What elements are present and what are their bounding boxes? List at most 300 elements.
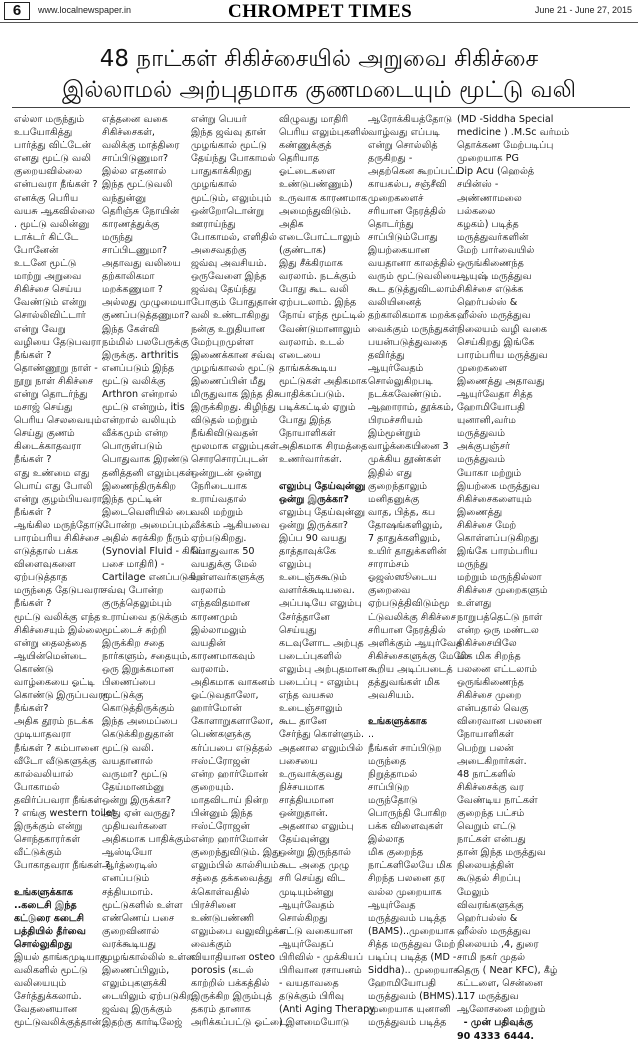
article-line: மூட்டுகள் அதிகமாக: [279, 375, 368, 387]
article-line: காயகல்ப, சஞ்சீவி: [368, 179, 447, 191]
article-line: வேண்டிய நாட்கள்: [457, 794, 538, 806]
article-line: உள்ளவர்களுக்கு: [191, 572, 265, 584]
article-line: ஏற்படலாம். இந்த: [279, 297, 357, 309]
article-line: முறையாக PG: [457, 153, 519, 165]
article-line: Arthron என்றால்: [102, 388, 178, 400]
article-line: குறைந்தாலும்: [368, 480, 428, 492]
article-line: க்கொள்வதில்: [191, 886, 250, 898]
article-line: குறைவை: [368, 585, 411, 597]
article-line: போது கூட வலி: [279, 284, 349, 296]
article-line: வைக்கும் மருந்துகள்: [368, 323, 458, 335]
article-line: மூட்டு என்றும், itis: [102, 402, 185, 414]
article-line: என்று தொடர்ந்து: [14, 388, 88, 400]
article-line: மூட்டைச் சுற்றி: [102, 624, 167, 636]
article-line: அரிக்கப்பட்டு ஓட்டை: [191, 1017, 287, 1029]
subheading-line: சொல்லுகிறது: [14, 938, 73, 950]
article-line: இருக்கிற இரும்புத்: [191, 991, 273, 1003]
article-line: இந்த அமைப்பை: [102, 716, 178, 728]
article-line: கூட தடுத்துவிடலாம்.: [368, 284, 460, 296]
article-line: இந்த ஜவ்வு தான்: [191, 127, 266, 139]
article-line: அதிக தூரம் நடக்க: [14, 716, 94, 728]
subheading-line: உங்களுக்காக: [368, 716, 428, 728]
article-line: ஒன்று இருக்கா?: [279, 519, 349, 531]
article-line: ஆஸ்டியோ: [102, 847, 153, 859]
article-line: உண்டுபண்ணும்): [279, 179, 353, 191]
article-line: ஆயுர்வேதா சித்த: [457, 388, 533, 400]
article-line: கடவுளோட அற்புத: [279, 637, 364, 649]
article-line: தற்காலிகமா: [102, 271, 155, 283]
article-line: இணைக்கான சவ்வு: [191, 349, 275, 361]
article-line: நாறுபத்தெட்டு நாள்: [457, 611, 543, 623]
article-line: உடைஞ்சுகூடும்: [279, 572, 347, 584]
article-line: கால்வலியால்: [14, 768, 74, 780]
article-line: செய்து குணம்: [14, 428, 75, 440]
article-line: மருத்துவம்: [457, 428, 506, 440]
article-line: எலும்பு தேய்வுன்னு: [279, 506, 366, 518]
article-line: தான் இந்த மருத்துவ: [457, 847, 546, 859]
article-line: வலிகளில் மூட்டு: [14, 965, 88, 977]
article-line: மனிதனுக்கு: [368, 493, 420, 505]
article-line: வழியை தேடுபவரா: [14, 336, 101, 348]
article-line: வியாதியான osteo: [191, 952, 276, 963]
subheading-line: உங்களுக்காக: [14, 886, 74, 898]
article-line: அதில் சுரக்கிற நீரும்: [102, 533, 190, 544]
article-line: வேண்டும் என்று: [14, 297, 87, 309]
article-line: காரணமும்: [191, 611, 238, 623]
article-line: ஏற்படுகிறது.: [191, 533, 247, 544]
article-line: மருந்தை: [368, 755, 407, 767]
article-line: போகும் போதுதான்: [191, 297, 278, 309]
article-line: நேரிடையாக: [191, 480, 247, 492]
issue-date: June 21 - June 27, 2015: [534, 5, 632, 15]
article-line: செய்கிறது இங்கே: [457, 336, 535, 348]
article-line: உபயோகித்து: [14, 127, 73, 139]
article-line: யோகா மற்றும்: [457, 467, 522, 479]
article-line: வீக்கம் ஆகியவை: [191, 519, 270, 531]
article-line: மூட்டுவலிக்குத்தான்: [14, 1017, 102, 1029]
article-line: பக்க விளைவுகள்: [368, 821, 444, 833]
article-line: யுனானி,வர்ம: [457, 415, 516, 427]
article-line: குறைந்துவிடும். இது: [191, 847, 281, 859]
article-column-1: [14, 113, 116, 1029]
article-line: நோயாளிகள்: [279, 428, 336, 440]
article-line: பொருள்படும்: [102, 441, 163, 453]
article-line: நிலையம் வழி வகை: [457, 323, 548, 335]
masthead: CHROMPET TIMES: [228, 1, 413, 22]
article-line: சிகிச்சை செய்ய: [14, 284, 82, 296]
article-line: பயன்படுத்துவதை: [368, 336, 448, 348]
article-line: நோய் எந்த மூட்டில்: [279, 310, 366, 322]
subheading-line: எலும்பு தேய்வுன்னு: [279, 480, 366, 492]
article-line: இணைப்பின் மீது: [191, 375, 266, 387]
article-line: இல்லாத: [368, 834, 405, 846]
article-line: தேய்வுன்னு: [279, 834, 330, 846]
article-line: கழகம்) படித்த: [457, 218, 519, 230]
article-line: படைப்பு - எலும்பு: [279, 677, 359, 689]
article-line: தருகிறது -: [368, 153, 413, 165]
article-line: எலும்பில் கால்சியம்: [191, 860, 279, 872]
article-line: எலும்புகளுக்கி: [102, 978, 167, 990]
article-line: தேய்மானம்னு: [102, 781, 165, 793]
article-line: மூட்டு வலிக்கு எந்த: [14, 611, 101, 623]
article-line: ஒன்றுதான்.: [279, 807, 328, 819]
article-line: பிரிவில் - முக்கியப்: [279, 952, 364, 963]
article-line: அளிக்கும் ஆயுர்வேத: [368, 637, 463, 649]
article-line: அதிக: [279, 218, 304, 230]
article-line: சவ்வு போன்ற: [102, 585, 164, 597]
article-line: ஏற்படுத்திவிடும்மூ: [368, 598, 450, 610]
article-line: நன்கு உறுதியான: [191, 323, 266, 335]
article-line: தத்துவங்கள் மிக: [368, 677, 440, 689]
article-line: விழுவது மாதிரி: [279, 114, 349, 125]
article-line: குருத்தெலும்பும்: [102, 598, 172, 610]
article-line: ஓஜஸ்ஸூடைய: [368, 572, 437, 584]
headline-line-2: இல்லாமல் அற்புதமாக குணமடையும் மூட்டு வலி: [61, 77, 577, 103]
article-line: தொக்கண மேற்படிப்பு: [457, 140, 554, 152]
article-line: பசையை: [279, 755, 318, 767]
article-line: சிகிச்சை முறை: [457, 690, 522, 702]
website-url[interactable]: www.localnewspaper.in: [38, 5, 132, 15]
article-line: தொடர்ந்து: [368, 218, 414, 230]
article-line: மிருதுவாக இந்த திசு: [191, 388, 280, 400]
article-line: ட்டுவலிக்கு சிகிச்சை: [368, 611, 456, 623]
article-line: இங்கே பாரம்பரிய: [457, 546, 538, 558]
article-line: இதற்கு கார்டிலேஜ்: [102, 1017, 183, 1029]
article-line: சொல்லுகிறபடி: [368, 375, 433, 387]
article-line: இல்ல எதனால்: [102, 166, 167, 178]
article-line: (MD -Siddha Special: [457, 114, 554, 125]
article-line: உணர்வார்கள்.: [279, 454, 342, 466]
article-line: குணப்படுத்தணுமா?: [102, 310, 190, 322]
article-line: இது சீக்கிரமாக: [279, 258, 343, 270]
article-line: சித்த மருத்துவ மேற்: [368, 938, 456, 950]
page-number: 6: [4, 2, 30, 20]
article-line: சரி செய்து விட: [279, 873, 346, 885]
article-line: பொதுவாக இரண்டு: [102, 454, 189, 466]
article-line: அது ஏன் வருது?: [102, 807, 176, 819]
article-line: போகாமல்: [14, 781, 60, 793]
article-line: வலிக்கு மாத்திரை: [102, 140, 180, 152]
article-line: இப்ப 90 வயது: [279, 533, 347, 544]
article-line: விளைவுகளை: [14, 559, 76, 571]
article-line: வரலாம். உடல்: [279, 336, 345, 348]
article-line: முறைகளை: [457, 362, 508, 374]
article-line: வயசு ஆகவில்லை: [14, 205, 95, 217]
article-line: விடுதல் மற்றும்: [191, 415, 258, 427]
article-line: பாதுகாக்கிறது: [191, 166, 252, 178]
article-column-5: [368, 113, 469, 1029]
article-line: வரலாம்.: [191, 663, 229, 675]
article-line: பெரிய செலவையும்: [14, 415, 102, 427]
article-line: பாதிக்கப்படும்.: [279, 388, 345, 400]
page-header: [0, 0, 638, 23]
article-line: பிரிவான ரசாயனம்: [279, 965, 362, 977]
article-line: எலும்பு: [279, 559, 312, 571]
article-line: நீங்கள் ?: [14, 454, 52, 466]
article-line: ) இளமையோடு: [279, 1017, 350, 1029]
article-line: டாக்டர் கிட்டே: [14, 231, 79, 243]
article-line: சிகிச்சை மேற்: [457, 519, 517, 531]
article-line: எட்டு வகையான: [279, 925, 353, 937]
article-line: 7 தாதுக்களிலும்,: [368, 533, 441, 544]
article-line: பொதுவாக 50: [191, 546, 255, 558]
article-line: ஹோமியோபதி: [368, 978, 437, 990]
article-line: கொண்டு: [14, 663, 54, 675]
article-line: கூட அதை முழு: [279, 860, 350, 872]
article-line: இல்லாமலும்: [191, 624, 247, 636]
article-line: வரும் மூட்டுவலியை: [368, 271, 460, 283]
article-line: வாழ்கையை ஓட்டி: [14, 677, 95, 689]
article-line: கர்ப்பபை எடுத்தல்: [191, 742, 273, 754]
article-line: medicine ) .M.Sc வர்மம்: [457, 127, 570, 139]
article-line: ஏற்படுத்தாத: [14, 572, 68, 584]
article-line: பாரம்பரிய மருத்துவ: [457, 349, 548, 361]
article-line: மூட்டு வலிக்கு: [102, 375, 166, 387]
article-line: ஆயுர்வேதப்: [279, 938, 334, 950]
article-line: வரலாம்: [191, 585, 226, 597]
article-line: இயல் தாங்கமுடியாத: [14, 952, 107, 963]
article-line: நாட்களிலேயே மிக: [368, 860, 452, 872]
article-line: கொள்ளப்படுகிறது: [457, 533, 539, 544]
article-line: வரக்கூடியது: [102, 938, 157, 950]
article-line: முடியாதவரா: [14, 729, 71, 741]
article-line: எனப்படும்: [102, 873, 150, 885]
article-body: [14, 113, 634, 1042]
article-line: எல்லா மருந்தும்: [14, 114, 85, 125]
article-line: சொல்கிறது: [279, 912, 328, 924]
article-line: வயதானா காலத்தில்: [368, 258, 456, 270]
article-line: வந்துன்னு: [102, 192, 147, 204]
article-line: தோஷங்களிலும்,: [368, 519, 443, 531]
article-line: சாராம்சம்: [368, 559, 410, 571]
subheading-line: 90 4333 6444.: [457, 1030, 535, 1042]
article-line: ஆஹாராம், தூக்கம்,: [368, 402, 454, 414]
subheading-line: - முன் பதிவுக்கு: [463, 1017, 533, 1029]
article-line: கொடுத்திருக்கும்: [102, 703, 175, 715]
article-line: அதிகமாக வாகனம்: [191, 677, 275, 689]
subheading-line: ..கடைசி இந்த: [14, 899, 77, 911]
article-line: எந்தவிதமான: [191, 598, 251, 610]
article-line: உள்ளது: [457, 598, 492, 610]
article-line: நீங்கள் ?: [14, 506, 52, 518]
article-line: வெறும் எட்டு: [457, 821, 517, 833]
article-line: [14, 872, 90, 885]
article-line: உருவாக காரணமாக: [279, 192, 368, 204]
article-line: . மூட்டு வலின்னு: [14, 218, 90, 230]
article-line: மூட்டுக்கு: [102, 690, 144, 702]
article-line: மருந்து: [102, 231, 134, 243]
article-line: என்ற ஒரு மண்டல: [457, 624, 539, 636]
article-line: ஆயுர்வேத: [368, 899, 416, 911]
article-line: நிச்சயமாக: [279, 781, 325, 793]
article-line: பார்த்து விட்டேன்: [14, 140, 92, 152]
article-line: அண்ணாமலை: [457, 192, 522, 204]
article-line: ஒருங்கிணைந்த: [457, 258, 524, 270]
subheading-line: கட்டுரை கடைசி: [14, 912, 85, 924]
article-line: போன்ற அமைப்பும்,: [102, 519, 193, 531]
article-line: வீட்டுக்கும்: [14, 847, 62, 859]
article-line: முடியும்ன்னு: [279, 886, 334, 898]
article-column-3: [191, 113, 287, 1029]
article-line: ஹெர்பல்ஸ் &: [457, 912, 518, 924]
article-line: இருக்கிறது. கிழிந்து: [191, 402, 276, 414]
article-line: உடைஞ்சாலும்: [279, 703, 343, 715]
article-line: கொண்டு இருப்பவரா: [14, 690, 109, 702]
article-line: வேண்டுமானாலும்: [279, 323, 361, 335]
article-line: ஜவ்வு தேய்ந்து: [191, 284, 257, 296]
article-line: மறக்கணுமா ?: [102, 284, 163, 296]
article-line: இம்மூன்றும்: [368, 428, 421, 440]
article-line: சத்தை தக்கவைத்து: [191, 873, 273, 885]
article-line: தாத்தாவுக்கே: [279, 546, 337, 558]
article-line: வலியினைத்: [368, 297, 422, 309]
article-line: ஈஸ்ட்ரோஜன்: [191, 821, 250, 833]
article-line: 48 நாட்களில்: [457, 768, 516, 780]
article-line: வீக்கமும் என்ற: [102, 428, 169, 440]
article-line: போது இந்த: [279, 415, 332, 427]
article-line: சேர்த்துக்கலாம்.: [14, 991, 82, 1003]
article-line: பிணைப்பை: [102, 677, 156, 689]
article-line: எடுத்தால் பக்க: [14, 546, 78, 558]
article-line: நிறுத்தாமல்: [368, 768, 418, 780]
article-line: சத்தியமாம்.: [102, 886, 154, 898]
article-line: இருக்கிற சதை: [102, 637, 165, 649]
article-line: வயதானால்: [102, 755, 153, 767]
article-line: வைக்கும்: [191, 938, 232, 950]
article-line: ஒரு இறுக்கமான: [102, 663, 174, 675]
article-line: உயிர் தாதுக்களின்: [368, 546, 447, 558]
article-line: படிப்பு படித்த (MD -: [368, 952, 457, 963]
article-line: ஆலோசனை மற்றும்: [457, 1004, 546, 1016]
article-line: உராய்வதால்: [191, 493, 247, 505]
article-line: ஆரோக்கியத்தோடு: [368, 114, 453, 125]
article-line: கூறிய அடிப்படைத்: [368, 663, 453, 675]
article-line: இயற்கையான: [368, 244, 430, 256]
article-line: என்ற ஹார்மோன்: [191, 768, 268, 780]
article-line: ? எங்கு western toilet: [14, 807, 116, 819]
article-line: இணைத்து: [457, 506, 503, 518]
article-line: சாப்பிடும்போது: [368, 231, 438, 243]
article-line: மாற்று அறுவை: [14, 271, 82, 283]
article-line: குறையவில்லை: [14, 166, 83, 178]
article-line: - வயதாவதை: [279, 978, 339, 990]
article-line: Cartilage எனப்படுகிற: [102, 572, 203, 584]
article-line: பல்கலை: [457, 205, 496, 217]
article-line: மருந்து: [457, 559, 489, 571]
article-line: படிக்கட்டில் ஏறும்: [279, 402, 356, 414]
article-line: (Synovial Fluid - கிரீஸ்: [102, 546, 206, 558]
article-line: இணைப்பிலும்,: [102, 965, 170, 977]
article-line: வாழ்வது எப்படி: [368, 127, 440, 139]
article-line: குறைந்த பட்சம்: [457, 807, 525, 819]
article-line: பின்னும் இந்த: [191, 807, 253, 819]
article-line: அடைகிறார்கள்.: [457, 755, 527, 767]
article-line: மூட்டு வலி.: [102, 742, 154, 754]
article-line: எலும்பை வலுவிழக்க: [191, 925, 286, 937]
article-headline: [0, 44, 638, 106]
article-line: Dip Acu (ஹெல்த்: [457, 166, 535, 178]
article-line: சிகிச்சைகளையும்: [457, 493, 532, 505]
article-line: சேர்த்தானே: [279, 611, 330, 623]
article-line: அக்குபஞ்சர்: [457, 441, 511, 453]
article-line: என்று குழம்பியவரா: [14, 493, 102, 505]
article-line: எத்தனை வகை: [102, 114, 168, 125]
article-line: நிலையம் ,4, துரை: [457, 938, 539, 950]
article-line: சாமி நகர் முதல்: [457, 952, 526, 963]
article-line: வீடோ வீடுகளுக்கு: [14, 755, 97, 767]
article-line: சாப்பிடணுமா?: [102, 244, 168, 256]
article-line: என்ற ஹார்மோன்: [191, 834, 268, 846]
article-line: செய்யுது: [279, 624, 317, 636]
article-line: இந்த மூட்டுவலி: [102, 179, 173, 191]
article-line: 117 மருத்துவ: [457, 991, 519, 1003]
article-line: உண்டுபண்ணி: [191, 912, 255, 924]
article-line: முறைகளைச்: [368, 192, 424, 204]
article-line: ஹீல்ஸ் மருத்துவ: [457, 925, 531, 937]
article-line: [368, 702, 444, 715]
subheading-line: ஒன்று இருக்கா?: [279, 493, 349, 505]
article-line: எனப்படும் இந்த: [102, 362, 175, 374]
article-line: ஒன்றுடன் ஒன்று: [191, 467, 262, 479]
article-line: மருந்தோடு: [368, 794, 418, 806]
article-line: முதியவர்களை: [102, 821, 167, 833]
article-line: சிகிச்சைகள்,: [102, 127, 155, 139]
article-line: மருத்துவம்: [457, 454, 506, 466]
article-line: ஆயின்மென்டை: [14, 650, 87, 662]
article-line: காரணத்துக்கு: [102, 218, 160, 230]
article-line: இயற்கை மருத்துவ: [457, 480, 540, 492]
article-line: சிகிச்சையிலே: [457, 637, 517, 649]
article-line: கோளாறுகளாலோ,: [191, 716, 274, 728]
article-line: (குண்டாக): [279, 244, 326, 256]
article-line: உராய்வை தடுக்கும்: [102, 611, 188, 623]
article-line: எந்த வயசுல: [279, 690, 334, 702]
article-line: ஆயுர்வேதம்: [368, 362, 424, 374]
article-line: நீங்கள் ? கம்பானை: [14, 742, 99, 754]
article-line: சிகிச்சையும் இல்லை: [14, 624, 103, 636]
article-line: மேலும்: [457, 886, 490, 898]
article-line: எனது மூட்டு வலி: [14, 153, 91, 165]
article-line: என்று சொல்லித்: [368, 140, 438, 152]
article-line: ஹோமியோபதி: [457, 402, 526, 414]
article-line: சரியான நேரத்தில்: [368, 205, 446, 217]
article-line: அசைவதற்கு: [191, 244, 247, 256]
article-line: காற்றில் பக்கத்தில்: [191, 978, 270, 990]
article-line: காரணமாகவும்: [191, 650, 256, 662]
article-line: சொரசொரப்புடன்: [191, 454, 268, 466]
article-line: வளர்க்கூடியவை.: [279, 585, 355, 597]
article-line: முக்கிய தூண்கள்: [368, 454, 442, 466]
article-line: சாப்பிடுற: [368, 781, 410, 793]
article-line: சேர்ந்து கொள்ளும்.: [279, 729, 365, 741]
article-line: வயதின்: [191, 637, 226, 649]
article-line: மருந்தை தேடுபவரா: [14, 585, 104, 597]
article-line: ஹார்மோன்: [191, 703, 242, 715]
article-line: தெரியாத: [279, 153, 320, 165]
article-line: இணைந்திருக்கிற: [102, 480, 177, 492]
article-line: பாரம்பரிய சிகிச்சை: [14, 533, 100, 544]
article-line: நீங்கள் ?: [14, 598, 52, 610]
article-line: சொந்தகாரர்கள்: [14, 834, 81, 846]
article-line: இடைவெளியில் பை: [102, 506, 193, 518]
article-line: ஹீல்ஸ் மருத்துவ: [457, 310, 531, 322]
article-line: முழங்கால்லில் உள்ள: [102, 952, 195, 963]
article-line: என்று தைலத்தை: [14, 637, 87, 649]
article-line: குறைவினால்: [102, 925, 160, 937]
article-line: தகரம் தானாக: [191, 1004, 251, 1016]
article-line: மருத்துவம் (BHMS)...: [368, 991, 464, 1003]
article-line: இந்த மூட்டின்: [102, 493, 162, 505]
